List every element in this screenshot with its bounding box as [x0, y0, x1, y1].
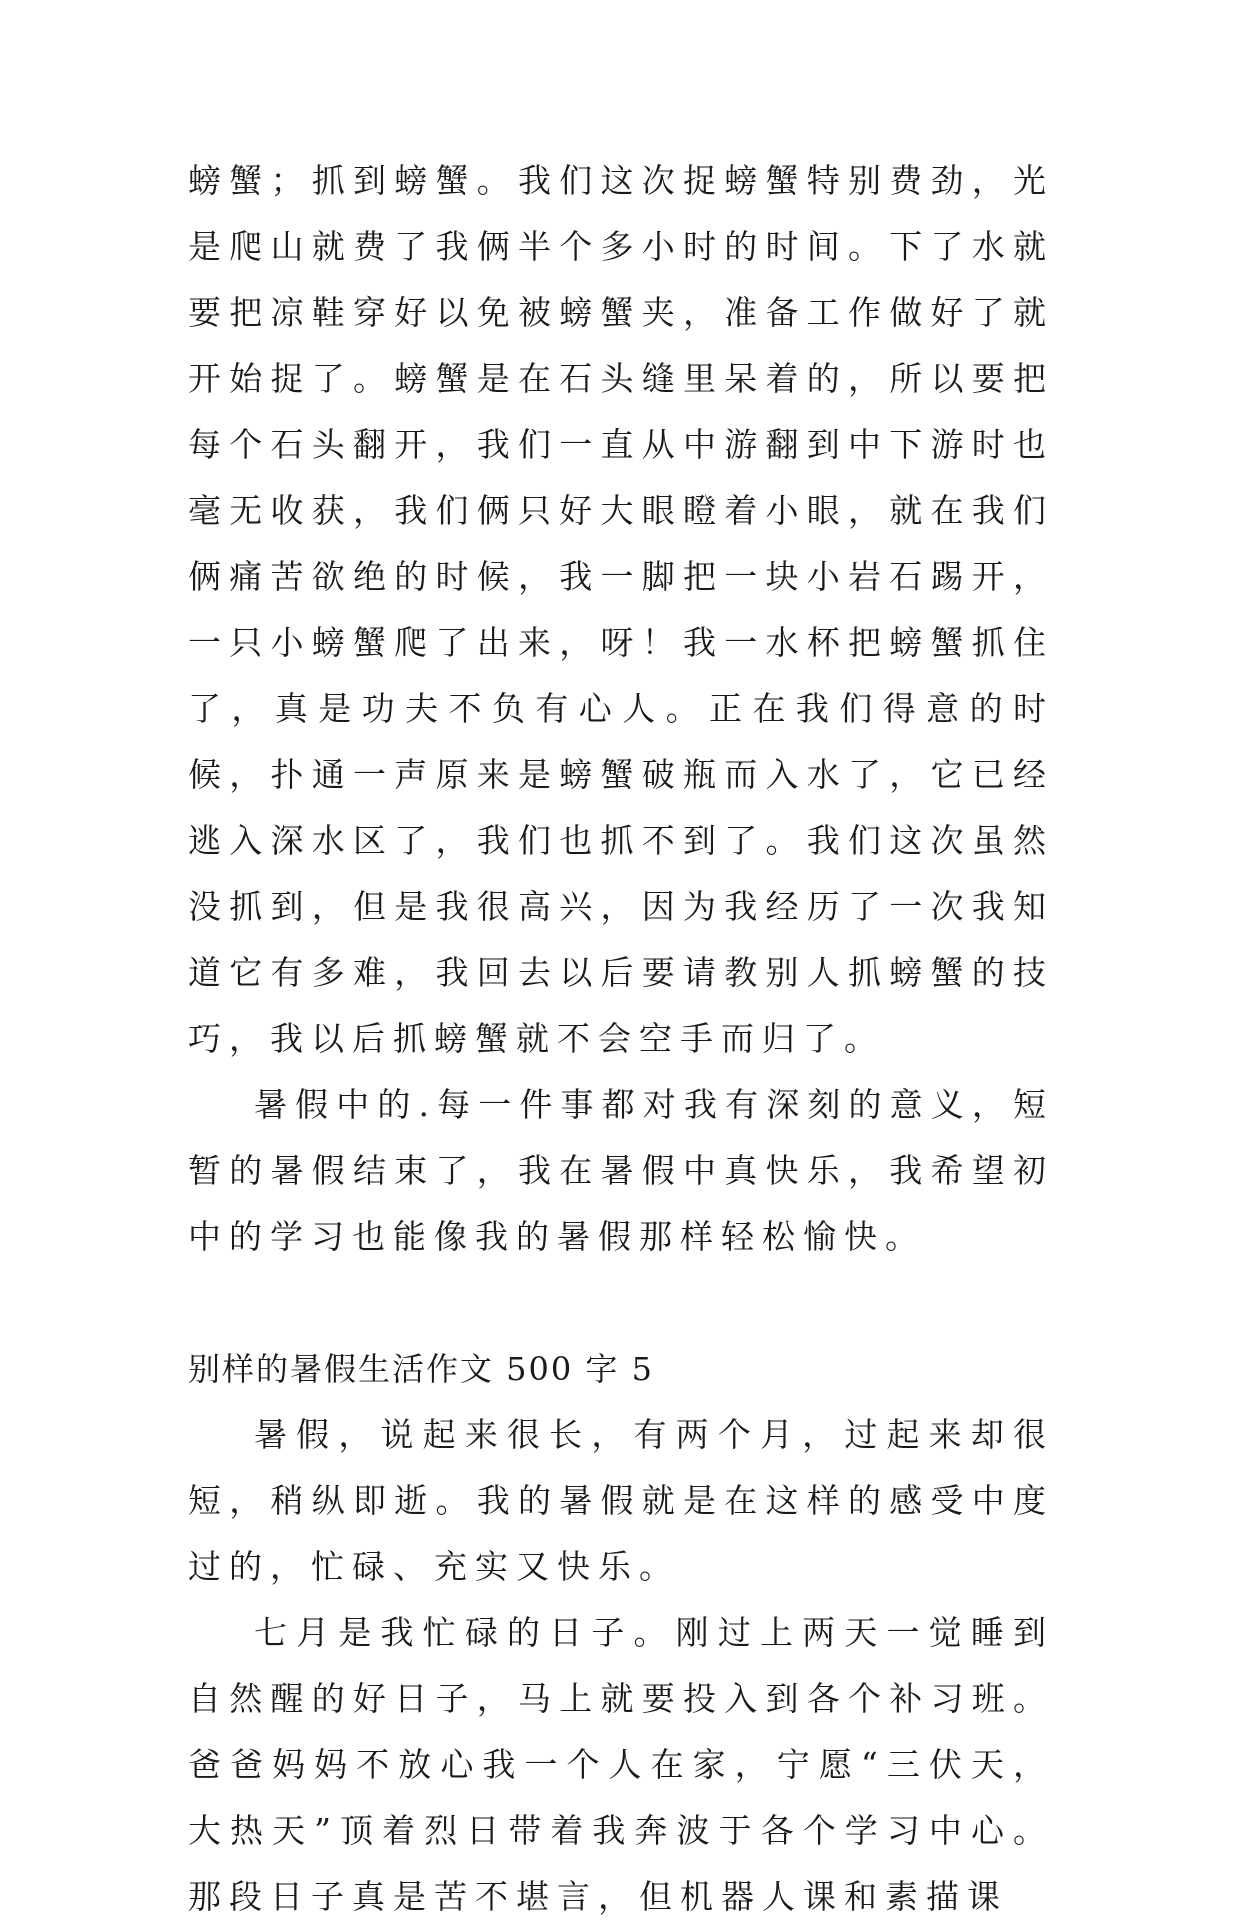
paragraph-summary: 暑假中的.每一件事都对我有深刻的意义，短暂的暑假结束了，我在暑假中真快乐，我希望初中的学习也能像我的暑假那样轻松愉快。 [188, 1085, 1054, 1256]
essay-heading: 别样的暑假生活作文 500 字 5 [188, 1350, 654, 1388]
paragraph-intro: 暑假，说起来很长，有两个月，过起来却很短，稍纵即逝。我的暑假就是在这样的感受中度过的，忙碌、充实又快乐。 [188, 1415, 1054, 1586]
paragraph-crab-story: 螃蟹；抓到螃蟹。我们这次捉螃蟹特别费劲，光是爬山就费了我俩半个多小时的时间。下了水就要把凉鞋穿好以免被螃蟹夹，准备工作做好了就开始捉了。螃蟹是在石头缝里呆着的，所以要把每个石头翻开，我们一直从中游翻到中下游时也毫无收获，我们俩只好大眼瞪着小眼，就在我们俩痛苦欲绝的时候，我一脚把一块小岩石踢开，一只小螃蟹爬了出来，呀！我一水杯把螃蟹抓住了，真是功夫不负有心人。正在我们得意的时候，扑通一声原来是螃蟹破瓶而入水了，它已经逃入深水区了，我们也抓不到了。我们这次虽然没抓到，但是我很高兴，因为我经历了一次我知道它有多难，我回去以后要请教别人抓螃蟹的技巧，我以后抓螃蟹就不会空手而归了。 [188, 161, 1054, 1058]
section-gap [188, 1270, 1054, 1336]
paragraph-july: 七月是我忙碌的日子。刚过上两天一觉睡到自然醒的好日子，马上就要投入到各个补习班。爸爸妈妈不放心我一个人在家，宁愿“三伏天，大热天”顶着烈日带着我奔波于各个学习中心。那段日子真是苦不堪言，但机器人课和素描课 [188, 1613, 1054, 1916]
document-body [188, 148, 1054, 1930]
